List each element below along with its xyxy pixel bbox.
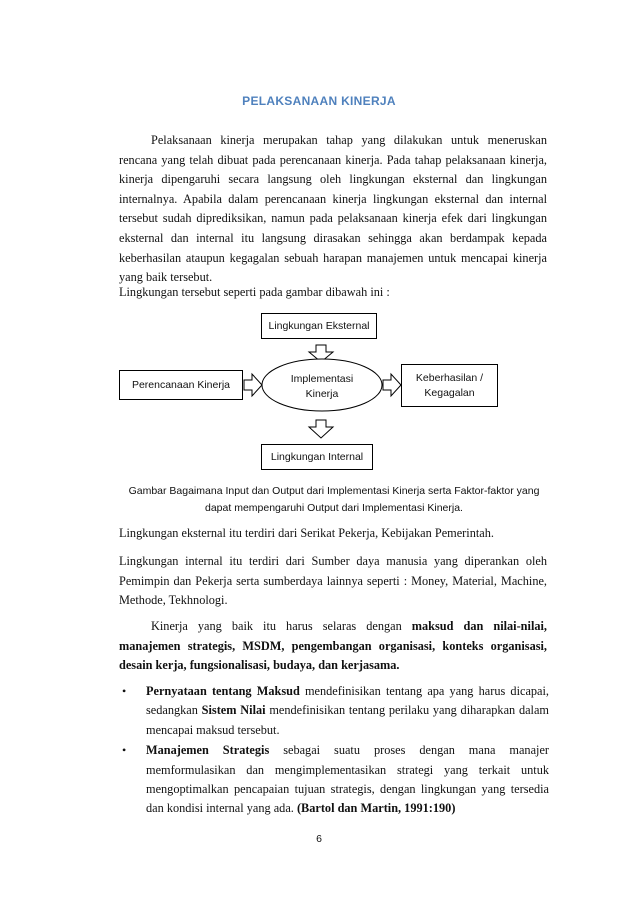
- bullet-citation: (Bartol dan Martin, 1991:190): [296, 801, 456, 816]
- paragraph-kinerja: [119, 617, 547, 676]
- down-arrow-icon: [309, 420, 333, 438]
- implementasi-line2: Kinerja: [305, 388, 339, 400]
- implementasi-label: [262, 372, 382, 402]
- page-number: 6: [316, 833, 322, 845]
- list-item: [119, 682, 549, 740]
- box-lingkungan-eksternal: Lingkungan Eksternal: [261, 313, 377, 339]
- right-arrow-icon: [383, 374, 401, 396]
- box-keberhasilan-kegagalan: [401, 364, 498, 407]
- bullet-icon: •: [122, 684, 127, 698]
- caption-line2: dapat mempengaruhi Output dari Implementasi Kinerja.: [205, 502, 463, 514]
- page-title: PELAKSANAAN KINERJA: [242, 94, 396, 108]
- bullet-text: mendefinisikan tentang apa yang harus dicapai, sedangkan: [146, 684, 549, 718]
- right-arrow-icon: [244, 374, 262, 396]
- kinerja-plain-text: Kinerja yang baik itu harus selaras dengan: [151, 619, 412, 633]
- bullet-bold-term: Sistem Nilai: [201, 703, 266, 718]
- bullet-text: mendefinisikan tentang perilaku yang diharapkan dalam mencapai maksud tersebut.: [146, 703, 549, 737]
- paragraph-eksternal: Lingkungan eksternal itu terdiri dari Serikat Pekerja, Kebijakan Pemerintah.: [119, 526, 494, 540]
- bullet-bold-term: Manajemen Strategis: [146, 743, 270, 758]
- box-perencanaan-kinerja: Perencanaan Kinerja: [119, 370, 243, 400]
- box-lingkungan-internal: Lingkungan Internal: [261, 444, 373, 470]
- bullet-bold-term: Pernyataan tentang Maksud: [146, 684, 300, 698]
- keberhasilan-line1: Keberhasilan /: [415, 372, 484, 384]
- kinerja-bold-text: maksud dan nilai-nilai, manajemen strategis, MSDM, pengembangan organisasi, konteks organisasi, desain kerja, fungsionalisasi, budaya, dan kerjasama.: [119, 619, 547, 673]
- paragraph-figure-intro: Lingkungan tersebut seperti pada gambar dibawah ini :: [119, 285, 390, 299]
- bullet-icon: •: [122, 743, 127, 758]
- keberhasilan-line2: Kegagalan: [424, 387, 475, 399]
- list-item: [119, 741, 549, 819]
- bullet-list: [119, 682, 549, 820]
- paragraph-internal: Lingkungan internal itu terdiri dari Sumber daya manusia yang diperankan oleh Pemimpin dan Pekerja serta sumberdaya lainnya seperti : Money, Material, Machine, Methode, Tekhnologi.: [119, 554, 547, 608]
- caption-line1: Gambar Bagaimana Input dan Output dari Implementasi Kinerja serta Faktor-faktor yang: [128, 485, 540, 497]
- paragraph-intro: Pelaksanaan kinerja merupakan tahap yang dilakukan untuk meneruskan rencana yang telah dibuat pada perencanaan kinerja. Pada tahap pelaksanaan kinerja, kinerja dipengaruhi secara langsung oleh lingkungan eksternal dan lingkungan internalnya. Apabila dalam perencanaan kinerja lingkungan eksternal dan internal tersebut sudah diprediksikan, namun pada pelaksanaan kinerja efek dari lingkungan eksternal dan internal itu langsung dirasakan sehingga akan berdampak kepada keberhasilan ataupun kegagalan sebuah harapan manajemen untuk mencapai kinerja yang baik tersebut.: [119, 133, 547, 285]
- figure-caption: [119, 483, 549, 517]
- bullet-text: sebagai suatu proses dengan mana manajer memformulasikan dan mengimplementasikan strategi yang terkait untuk mengoptimalkan pencapaian tujuan strategis, dengan lingkungan yang tersedia dan kondisi internal yang ada.: [146, 743, 549, 816]
- implementasi-line1: Implementasi: [290, 373, 354, 385]
